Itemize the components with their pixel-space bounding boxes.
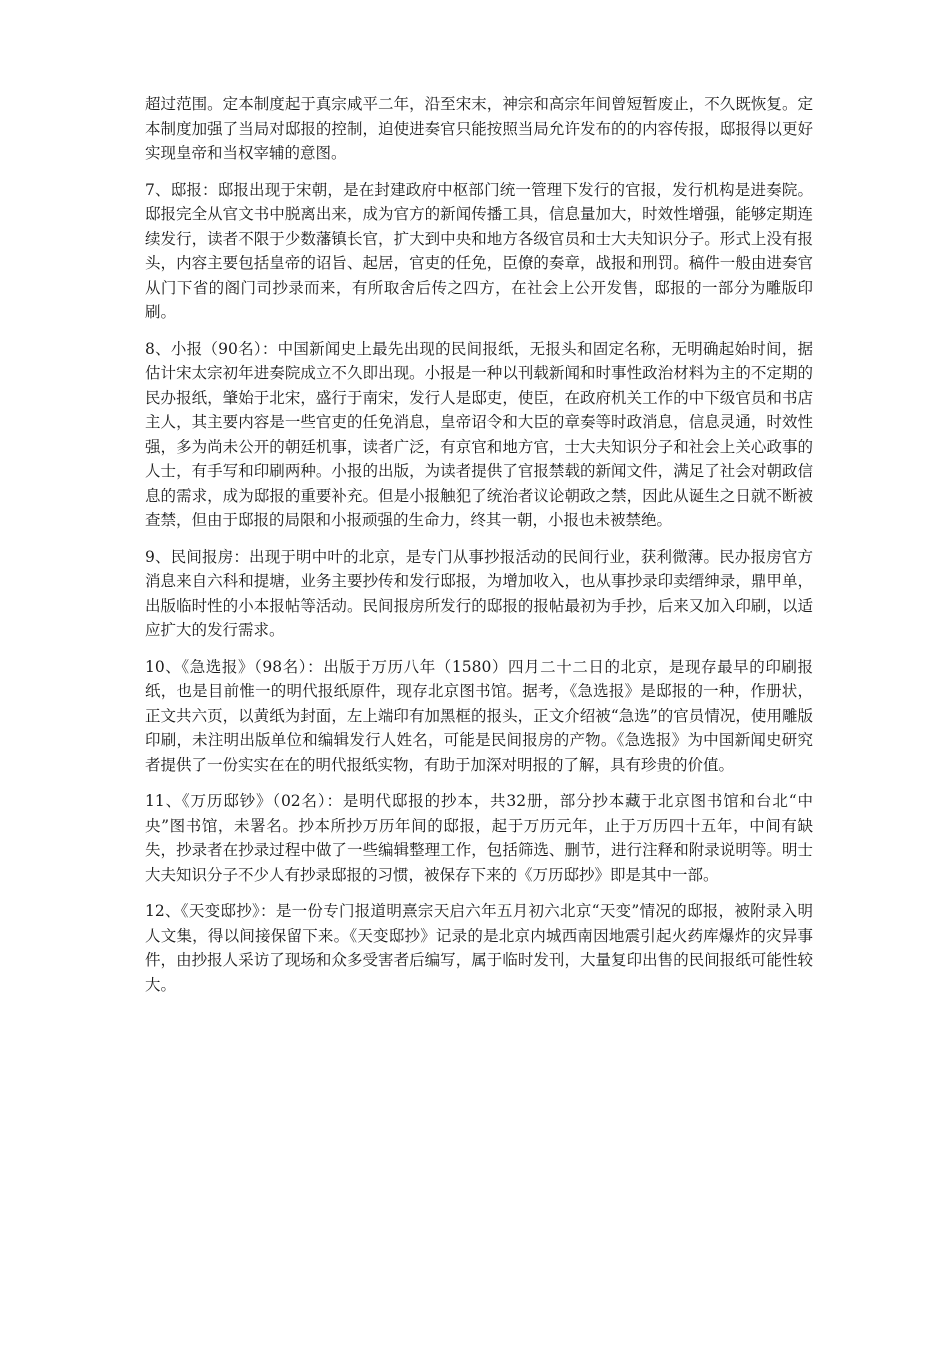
paragraph-item-10: 10、《急选报》（98名）：出版于万历八年（1580）四月二十二日的北京，是现存最早的印刷报纸，也是目前惟一的明代报纸原件，现存北京图书馆。据考，《急选报》是邸报的一种，作册状，正文共六页，以黄纸为封面，左上端印有加黑框的报头，正文介绍被“急选”的官员情况，使用雕版印刷，未注明出版单位和编辑发行人姓名，可能是民间报房的产物。《急选报》为中国新闻史研究者提供了一份实实在在的明代报纸实物，有助于加深对明报的了解，具有珍贵的价值。 [145, 657, 813, 774]
paragraph-item-7: 7、邸报：邸报出现于宋朝，是在封建政府中枢部门统一管理下发行的官报，发行机构是进奏院。邸报完全从官文书中脱离出来，成为官方的新闻传播工具，信息量加大，时效性增强，能够定期连续发行，读者不限于少数藩镇长官，扩大到中央和地方各级官员和士大夫知识分子。形式上没有报头，内容主要包括皇帝的诏旨、起居，官吏的任免，臣僚的奏章，战报和刑罚。稿件一般由进奏官从门下省的阁门司抄录而来，有所取舍后传之四方，在社会上公开发售，邸报的一部分为雕版印刷。 [145, 180, 813, 321]
paragraph-item-8: 8、小报（90名）：中国新闻史上最先出现的民间报纸，无报头和固定名称，无明确起始时间，据估计宋太宗初年进奏院成立不久即出现。小报是一种以刊载新闻和时事性政治材料为主的不定期的民办报纸，肇始于北宋，盛行于南宋，发行人是邸吏，使臣，在政府机关工作的中下级官员和书店主人，其主要内容是一些官吏的任免消息，皇帝诏令和大臣的章奏等时政消息，信息灵通，时效性强，多为尚未公开的朝廷机事，读者广泛，有京官和地方官，士大夫知识分子和社会上关心政事的人士，有手写和印刷两种。小报的出版，为读者提供了官报禁载的新闻文件，满足了社会对朝政信息的需求，成为邸报的重要补充。但是小报触犯了统治者议论朝政之禁，因此从诞生之日就不断被查禁，但由于邸报的局限和小报顽强的生命力，终其一朝，小报也未被禁绝。 [145, 339, 813, 529]
paragraph-item-9: 9、民间报房：出现于明中叶的北京，是专门从事抄报活动的民间行业，获利微薄。民办报房官方消息来自六科和提塘，业务主要抄传和发行邸报，为增加收入，也从事抄录印卖缙绅录，鼎甲单，出版临时性的小本报帖等活动。民间报房所发行的邸报的报帖最初为手抄，后来又加入印刷，以适应扩大的发行需求。 [145, 547, 813, 639]
document-body [145, 92, 813, 1009]
paragraph-continuation: 超过范围。定本制度起于真宗咸平二年，沿至宋末，神宗和高宗年间曾短暂废止，不久既恢复。定本制度加强了当局对邸报的控制，迫使进奏官只能按照当局允许发布的的内容传报，邸报得以更好实现皇帝和当权宰辅的意图。 [145, 95, 813, 162]
paragraph-item-11: 11、《万历邸钞》（02名）：是明代邸报的抄本，共32册，部分抄本藏于北京图书馆和台北“中央”图书馆，未署名。抄本所抄万历年间的邸报，起于万历元年，止于万历四十五年，中间有缺失，抄录者在抄录过程中做了一些编辑整理工作，包括筛选、删节，进行注释和附录说明等。明士大夫知识分子不少人有抄录邸报的习惯，被保存下来的《万历邸抄》即是其中一部。 [145, 792, 813, 884]
paragraph-item-12: 12、《天变邸抄》：是一份专门报道明熹宗天启六年五月初六北京“天变”情况的邸报，被附录入明人文集，得以间接保留下来。《天变邸抄》记录的是北京内城西南因地震引起火药库爆炸的灾异事件，由抄报人采访了现场和众多受害者后编写，属于临时发刊，大量复印出售的民间报纸可能性较大。 [145, 902, 813, 994]
